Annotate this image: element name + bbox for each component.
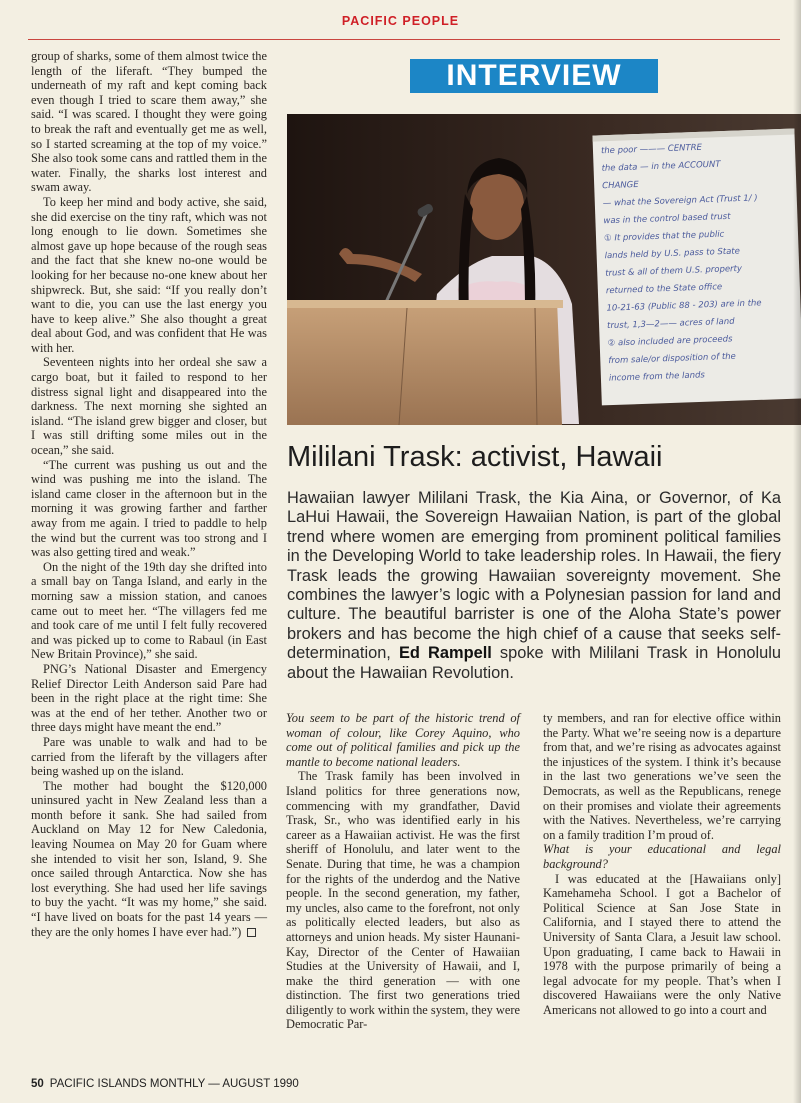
interview-answer: I was educated at the [Hawaiians only] Kamehameha School. I got a Bachelor of Political Science at San Jose State in California, and I stayed there to attend the University of Santa Clara, a Jesuit law school. Upon graduating, I came back to Hawaii in 1978 with the purpose primarily of being a legal advocate for my people. That’s when I discovered Hawaiians were the only Native Americans not allowed to go into a court and xyxy=(543,871,781,1017)
flipchart xyxy=(592,129,801,406)
interview-question: You seem to be part of the historic trend of woman of colour, like Corey Aquino, who come out of political families and pick up the mantle to become national leaders. xyxy=(286,711,520,769)
flipchart-line: trust, 1,3—2—— acres of land xyxy=(606,316,735,332)
header-rule xyxy=(28,39,780,40)
photo-illustration xyxy=(287,114,801,425)
flipchart-line: was in the control based trust xyxy=(603,211,731,227)
article-headline: Mililani Trask: activist, Hawaii xyxy=(287,441,663,473)
page-footer xyxy=(31,1078,299,1090)
flipchart-line: returned to the State office xyxy=(605,282,723,297)
interview-banner: INTERVIEW xyxy=(410,59,658,93)
flipchart-line: 10-21-63 (Public 88 - 203) are in the xyxy=(606,298,762,314)
flipchart-line: income from the lands xyxy=(608,370,706,384)
flipchart-line: ① It provides that the public xyxy=(603,229,725,244)
flipchart-line: — what the Sovereign Act (Trust 1/ ) xyxy=(602,193,758,209)
page-number: 50 xyxy=(31,1078,44,1090)
flipchart-line: ② also included are proceeds xyxy=(607,334,733,349)
speaker-photo xyxy=(287,114,801,425)
paragraph: Seventeen nights into her ordeal she saw a cargo boat, but it failed to respond to her distress signal light and disappeared into the darkness. The next morning she sighted an island. “The island grew bigger and closer, but I was still drifting some miles out in the ocean,” she said. xyxy=(31,355,267,458)
standfirst-text: Hawaiian lawyer Mililani Trask, the Kia Aina, or Governor, of Ka LaHui Hawaii, the Sovereign Hawaiian Nation, is part of the global trend where women are emerging from prominent political families in the Developing World to take leadership roles. In Hawaii, the fiery Trask leads the growing Hawaiian sovereignty movement. She combines the lawyer’s logic with a Polynesian passion for land and culture. The beautiful barrister is one of the Aloha State’s power brokers and has become the high chief of a cause that seeks self-determination, xyxy=(287,489,781,663)
interview-question: What is your educational and legal background? xyxy=(543,842,781,871)
flipchart-line: from sale/or disposition of the xyxy=(608,351,736,367)
flipchart-line: the poor ——— CENTRE xyxy=(600,142,703,157)
author-name: Ed Rampell xyxy=(398,644,492,663)
paragraph-text: The mother had bought the $120,000 uninsured yacht in New Zealand less than a month before it sank. She had sailed from Auckland on May 12 for New Caledonia, leaving Noumea on May 20 for Guam where she intended to visit her son, Island, 9. She once sailed through Antarctica. Now she has lost everything. She had used her life savings to buy the yacht. “It was my home,” she said. “I have lived on boats for the past 14 years — they are the only homes I have ever had.”) xyxy=(31,778,267,939)
interview-answer-continued: ty members, and ran for elective office within the Party. What we’re seeing now is a departure from that, and we’re rising as advocates against the injustices of the system. I think it’s because in the last two generations we’ve seen the Democrats, as well as the Republicans, renege on their promises and violate their agreements with the Natives. Nevertheless, we’re carrying on a family tradition I’m proud of. xyxy=(543,711,781,842)
right-column-interview xyxy=(543,711,781,1017)
section-label: PACIFIC PEOPLE xyxy=(341,14,460,28)
standfirst xyxy=(287,489,781,683)
standfirst-text-end: spoke with Mililani Trask in Honolulu about the Hawaiian Revolution. xyxy=(287,644,782,682)
publication-line: PACIFIC ISLANDS MONTHLY — AUGUST 1990 xyxy=(49,1078,299,1090)
paragraph: group of sharks, some of them almost twice the length of the liferaft. “They bumped the underneath of my raft and kept coming back even though I tried to scare them away,” she said. “I was scared. I thought they were going to break the raft and eventually get me as well, so I started screaming at the top of my voice.” She also took some cans and rattled them in the water. Finally, the sharks lost interest and swam away. xyxy=(31,49,267,195)
paragraph: To keep her mind and body active, she said, she did exercise on the tiny raft, which was not long enough to lie down. Sometimes she almost gave up hope because of the rough seas and the fact that she knew no-one would be looking for her because no-one knew about her shipwreck. But, she said: “If you really don’t want to die, you can use the last energy you have to keep alive.” She also thought a great deal about God, and was confident that He was with her. xyxy=(31,194,267,355)
flipchart-line: trust & all of them U.S. property xyxy=(605,263,743,279)
page-edge-shadow xyxy=(793,0,801,1103)
flipchart-line: lands held by U.S. pass to State xyxy=(604,246,741,262)
paragraph: “The current was pushing us out and the wind was pushing me into the island. The island came closer in the afternoon but in the morning it was growing farther and farther away from me again. I tried to paddle to help the wind but the current was too strong and I was also getting tired and weak.” xyxy=(31,457,267,560)
flipchart-line: CHANGE xyxy=(602,179,639,192)
middle-column-interview xyxy=(286,711,520,1032)
interview-answer: The Trask family has been involved in Island politics for three generations now, commencing with my grandfather, David Trask, Sr., who was identified early in his career as a Hawaiian activist. He was the first sheriff of Honolulu, and later went to the Senate. During that time, he was a champion for the rights of the underdog and the Native people. In the second generation, my father, my uncles, also came to the forefront, not only as politically elected leaders, but also as attorneys and union heads. My sister Haunani-Kay, Director of the Center of Hawaiian Studies at the University of Hawaii, and I, make the third generation — with one distinction. The first two generations tried diligently to work within the system, they were Democratic Par- xyxy=(286,769,521,1032)
podium xyxy=(287,300,562,425)
paragraph: Pare was unable to walk and had to be carried from the liferaft by the villagers after being washed up on the island. xyxy=(31,734,267,779)
paragraph xyxy=(31,779,267,940)
left-column-article xyxy=(31,49,267,939)
end-mark xyxy=(247,928,256,937)
paragraph: On the night of the 19th day she drifted into a small bay on Tanga Island, and early in the morning saw a mission station, and canoes came out to meet her. “The villagers fed me and took care of me until I felt fully recovered and was picked up to come to Rabaul (in East New Britain Province),” she said. xyxy=(31,559,267,662)
paragraph: PNG’s National Disaster and Emergency Relief Director Leith Anderson said Pare had been in the right place at the right time: She was at the end of her tether. Another two or three days might have meant the end.” xyxy=(31,661,267,735)
flipchart-line: the data — in the ACCOUNT xyxy=(601,159,721,174)
